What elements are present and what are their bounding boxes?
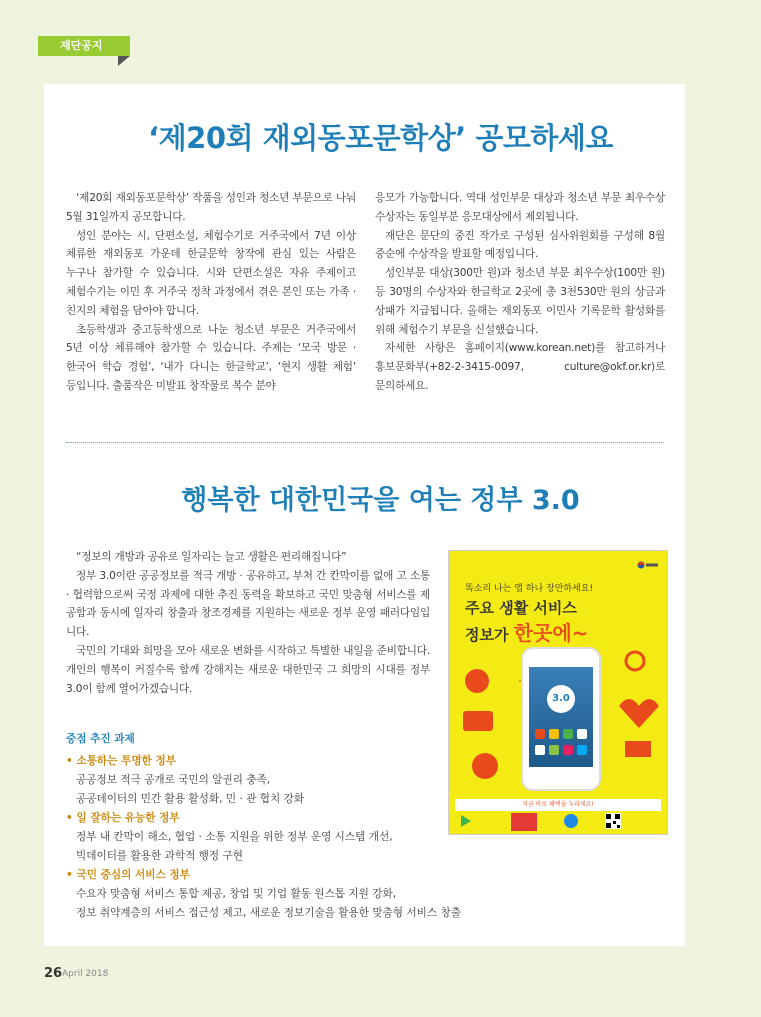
quote: “정보의 개방과 공유로 일자리는 늘고 생활은 편리해집니다”: [76, 551, 347, 563]
poster-headline: 주요 생활 서비스: [465, 599, 577, 617]
task-line: 정부 내 칸막이 해소, 협업 · 소통 지원을 위한 정부 운영 시스템 개선,: [76, 831, 393, 843]
qr-code-icon: [605, 813, 631, 831]
key-tasks: [66, 730, 486, 923]
one-store-icon: [511, 813, 537, 831]
key-tasks-heading: 중점 추진 과제: [66, 733, 135, 745]
poster-store-links: [455, 813, 661, 831]
task-line: 공공정보 적극 공개로 국민의 알권리 충족,: [76, 774, 271, 786]
paragraph: ‘제20회 재외동포문학상’ 작품을 성인과 청소년 부문으로 나눠 5월 31일까지 공모합니다.: [66, 192, 356, 223]
paragraph: 자세한 사항은 홈페이지(www.korean.net)를 참고하거나 홍보문화부(+82-2-3415-0097, culture@okf.or.kr)로 문의하세요.: [375, 342, 665, 392]
article1-column-left: [66, 189, 356, 396]
dotted-divider: [66, 442, 664, 443]
task-line: 수요자 맞춤형 서비스 통합 제공, 창업 및 기업 활동 원스톱 지원 강화,: [76, 888, 397, 900]
task-line: 정보 취약계층의 서비스 접근성 제고, 새로운 정보기술을 활용한 맞춤형 서비스 창출: [76, 907, 461, 919]
task-line: 빅데이터를 활용한 과학적 행정 구현: [76, 850, 243, 862]
task-line: 공공데이터의 민간 활용 활성화, 민 · 관 협치 강화: [76, 793, 305, 805]
paragraph: 재단은 문단의 중진 작가로 구성된 심사위원회를 구성해 8월 중순에 수상작을 발표할 예정입니다.: [375, 229, 665, 261]
task-title: • 일 잘하는 유능한 정부: [66, 812, 180, 824]
poster-banner: 지금 바로 혜택을 누리세요!: [455, 799, 661, 811]
issue-date: April 2018: [62, 969, 109, 979]
article2-body: [66, 548, 430, 698]
paragraph: 국민의 기대와 희망을 모아 새로운 변화를 시작하고 특별한 내일을 준비합니다. 개인의 행복이 커질수록 함께 강해지는 새로운 대한민국 그 희망의 시대를 정부 3.0이 함께 열어가겠습니다.: [66, 644, 430, 695]
gov30-poster: [449, 551, 667, 834]
article1-column-right: [375, 189, 665, 396]
phone-illustration: [521, 647, 601, 791]
article1-title: ‘제20회 재외동포문학상’ 공모하세요: [148, 121, 613, 155]
task-title: • 국민 중심의 서비스 정부: [66, 869, 190, 881]
task-title: • 소통하는 투명한 정부: [66, 755, 176, 767]
play-store-icon: [459, 813, 485, 831]
paragraph: 정부 3.0이란 공공정보를 적극 개방 · 공유하고, 부처 간 칸막이를 없애 고 소통 · 협력함으로써 국정 과제에 대한 추진 동력을 확보하고 국민 맞춤형 서비스를 제공함과 동시에 일자리 창출과 창조경제를 지원하는 새로운 정부 운영 패러다임입니다.: [66, 569, 430, 639]
poster-headline-2: 정보가 한곳에~: [465, 621, 589, 645]
paragraph: 응모가 가능합니다. 역대 성인부문 대상과 청소년 부문 최우수상 수상자는 동일부분 응모대상에서 제외됩니다.: [375, 192, 665, 223]
paragraph: 성인 분야는 시, 단편소설, 체험수기로 거주국에서 7년 이상 체류한 재외동포 가운데 한글문학 창작에 관심 있는 사람은 누구나 참가할 수 있습니다. 시와 단편소설은 자유 주제이고 체험수기는 이민 후 거주국 정착 과정에서 겪은 본인 또는 가족 · 친지의 체험을 담아야 합니다.: [66, 229, 356, 317]
poster-subline: 똑소리 나는 앱 하나 장만하세요!: [465, 584, 594, 594]
page-number: 26: [44, 966, 63, 981]
article2-title: 행복한 대한민국을 여는 정부 3.0: [181, 485, 580, 516]
section-tag: 재단공지: [38, 36, 130, 56]
government-logo-icon: [637, 561, 659, 571]
paragraph: 성인부문 대상(300만 원)과 청소년 부문 최우수상(100만 원) 등 30명의 수상자와 한글학교 2곳에 총 3천530만 원의 상금과 상패가 지급됩니다. 올해는 재외동포 이민사 기록문학 활성화를 위해 체험수기 부문을 신설했습니다.: [375, 267, 665, 336]
app-store-icon: [563, 813, 589, 831]
paragraph: 초등학생과 중고등학생으로 나눈 청소년 부문은 거주국에서 5년 이상 체류해야 참가할 수 있습니다. 주제는 ‘모국 방문 · 한국어 학습 경험’, ‘내가 다니는 한글학교’, ‘현지 생활 체험’ 등입니다. 출품작은 미발표 창작물로 복수 분야: [66, 323, 356, 392]
gov30-badge: 3.0: [547, 685, 575, 713]
section-tag-fold: [118, 56, 130, 66]
